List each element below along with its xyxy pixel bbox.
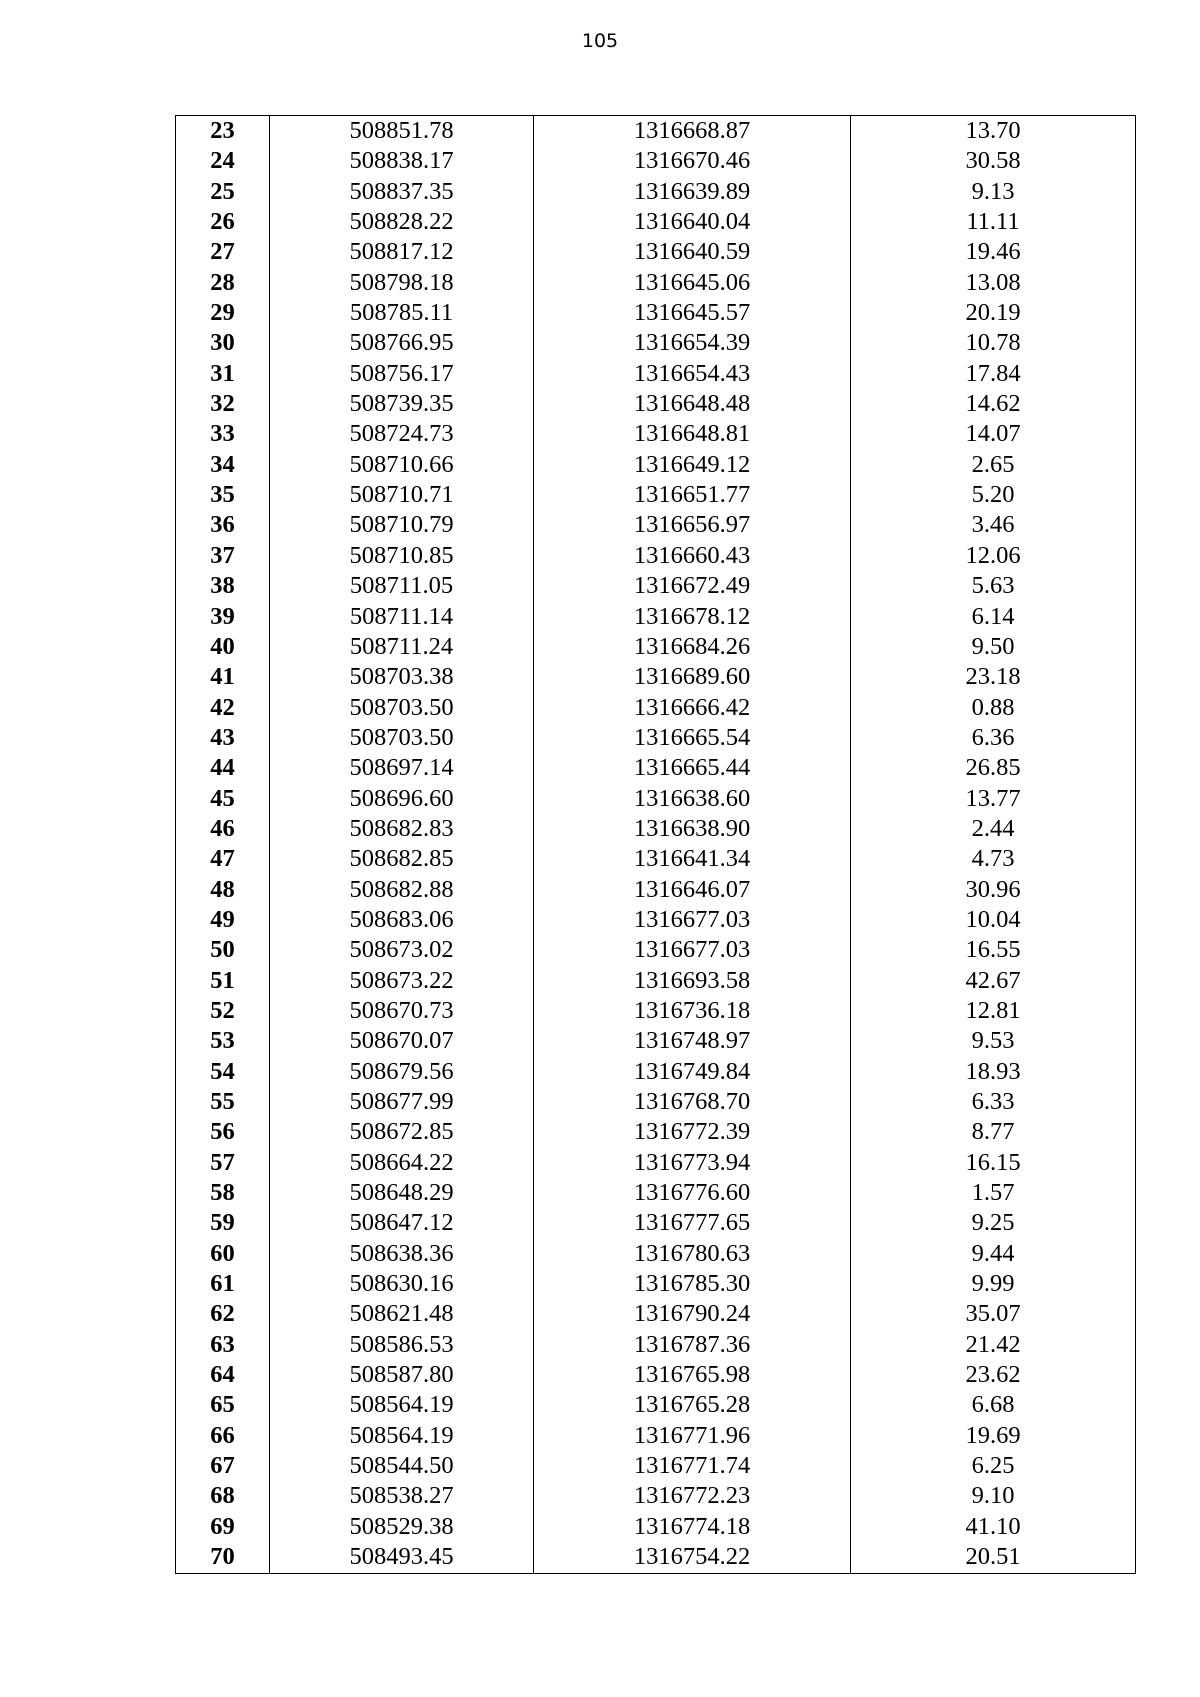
point-number-cell: 69 <box>176 1512 270 1542</box>
y-coordinate-cell: 1316666.42 <box>534 693 851 723</box>
point-number-cell: 31 <box>176 359 270 389</box>
distance-cell: 17.84 <box>851 359 1136 389</box>
x-coordinate-cell: 508756.17 <box>270 359 534 389</box>
distance-cell: 19.69 <box>851 1421 1136 1451</box>
distance-cell: 9.13 <box>851 177 1136 207</box>
point-number-cell: 46 <box>176 814 270 844</box>
x-coordinate-cell: 508724.73 <box>270 419 534 449</box>
table-row <box>176 1087 1136 1117</box>
distance-cell: 13.77 <box>851 784 1136 814</box>
table-row <box>176 450 1136 480</box>
point-number-cell: 70 <box>176 1542 270 1573</box>
point-number-cell: 62 <box>176 1299 270 1329</box>
distance-cell: 13.08 <box>851 268 1136 298</box>
point-number-cell: 23 <box>176 116 270 147</box>
table-row <box>176 1178 1136 1208</box>
distance-cell: 23.18 <box>851 662 1136 692</box>
y-coordinate-cell: 1316648.81 <box>534 419 851 449</box>
y-coordinate-cell: 1316639.89 <box>534 177 851 207</box>
x-coordinate-cell: 508711.24 <box>270 632 534 662</box>
distance-cell: 12.06 <box>851 541 1136 571</box>
y-coordinate-cell: 1316765.28 <box>534 1390 851 1420</box>
table-row <box>176 177 1136 207</box>
point-number-cell: 39 <box>176 602 270 632</box>
distance-cell: 14.07 <box>851 419 1136 449</box>
table-row <box>176 1269 1136 1299</box>
distance-cell: 9.10 <box>851 1481 1136 1511</box>
y-coordinate-cell: 1316668.87 <box>534 116 851 147</box>
point-number-cell: 53 <box>176 1026 270 1056</box>
point-number-cell: 65 <box>176 1390 270 1420</box>
point-number-cell: 49 <box>176 905 270 935</box>
table-row <box>176 905 1136 935</box>
distance-cell: 16.55 <box>851 935 1136 965</box>
point-number-cell: 41 <box>176 662 270 692</box>
y-coordinate-cell: 1316677.03 <box>534 905 851 935</box>
page-number: 105 <box>581 30 619 52</box>
x-coordinate-cell: 508493.45 <box>270 1542 534 1573</box>
x-coordinate-cell: 508648.29 <box>270 1178 534 1208</box>
x-coordinate-cell: 508703.50 <box>270 723 534 753</box>
table-row <box>176 753 1136 783</box>
x-coordinate-cell: 508710.79 <box>270 510 534 540</box>
distance-cell: 9.25 <box>851 1208 1136 1238</box>
y-coordinate-cell: 1316777.65 <box>534 1208 851 1238</box>
point-number-cell: 51 <box>176 966 270 996</box>
x-coordinate-cell: 508638.36 <box>270 1239 534 1269</box>
y-coordinate-cell: 1316771.74 <box>534 1451 851 1481</box>
point-number-cell: 60 <box>176 1239 270 1269</box>
x-coordinate-cell: 508851.78 <box>270 116 534 147</box>
table-row <box>176 966 1136 996</box>
table-row <box>176 510 1136 540</box>
distance-cell: 19.46 <box>851 237 1136 267</box>
table-row <box>176 1451 1136 1481</box>
table-row <box>176 602 1136 632</box>
y-coordinate-cell: 1316749.84 <box>534 1057 851 1087</box>
point-number-cell: 45 <box>176 784 270 814</box>
x-coordinate-cell: 508544.50 <box>270 1451 534 1481</box>
distance-cell: 0.88 <box>851 693 1136 723</box>
x-coordinate-cell: 508677.99 <box>270 1087 534 1117</box>
point-number-cell: 35 <box>176 480 270 510</box>
table-row <box>176 1208 1136 1238</box>
point-number-cell: 52 <box>176 996 270 1026</box>
table-row <box>176 146 1136 176</box>
x-coordinate-cell: 508679.56 <box>270 1057 534 1087</box>
y-coordinate-cell: 1316651.77 <box>534 480 851 510</box>
x-coordinate-cell: 508670.07 <box>270 1026 534 1056</box>
y-coordinate-cell: 1316689.60 <box>534 662 851 692</box>
table-row <box>176 480 1136 510</box>
point-number-cell: 43 <box>176 723 270 753</box>
distance-cell: 1.57 <box>851 1178 1136 1208</box>
distance-cell: 6.33 <box>851 1087 1136 1117</box>
distance-cell: 20.19 <box>851 298 1136 328</box>
y-coordinate-cell: 1316768.70 <box>534 1087 851 1117</box>
y-coordinate-cell: 1316640.04 <box>534 207 851 237</box>
point-number-cell: 36 <box>176 510 270 540</box>
point-number-cell: 68 <box>176 1481 270 1511</box>
table-row <box>176 723 1136 753</box>
table-row <box>176 693 1136 723</box>
x-coordinate-cell: 508664.22 <box>270 1148 534 1178</box>
x-coordinate-cell: 508817.12 <box>270 237 534 267</box>
distance-cell: 9.53 <box>851 1026 1136 1056</box>
distance-cell: 26.85 <box>851 753 1136 783</box>
point-number-cell: 42 <box>176 693 270 723</box>
point-number-cell: 61 <box>176 1269 270 1299</box>
y-coordinate-cell: 1316665.44 <box>534 753 851 783</box>
table-row <box>176 632 1136 662</box>
x-coordinate-cell: 508683.06 <box>270 905 534 935</box>
distance-cell: 13.70 <box>851 116 1136 147</box>
distance-cell: 20.51 <box>851 1542 1136 1573</box>
table-row <box>176 814 1136 844</box>
y-coordinate-cell: 1316649.12 <box>534 450 851 480</box>
table-row <box>176 237 1136 267</box>
y-coordinate-cell: 1316638.60 <box>534 784 851 814</box>
x-coordinate-cell: 508710.71 <box>270 480 534 510</box>
x-coordinate-cell: 508673.22 <box>270 966 534 996</box>
x-coordinate-cell: 508587.80 <box>270 1360 534 1390</box>
y-coordinate-cell: 1316672.49 <box>534 571 851 601</box>
x-coordinate-cell: 508682.85 <box>270 844 534 874</box>
x-coordinate-cell: 508838.17 <box>270 146 534 176</box>
x-coordinate-cell: 508703.50 <box>270 693 534 723</box>
y-coordinate-cell: 1316638.90 <box>534 814 851 844</box>
distance-cell: 2.65 <box>851 450 1136 480</box>
point-number-cell: 56 <box>176 1117 270 1147</box>
x-coordinate-cell: 508673.02 <box>270 935 534 965</box>
y-coordinate-cell: 1316684.26 <box>534 632 851 662</box>
distance-cell: 18.93 <box>851 1057 1136 1087</box>
x-coordinate-cell: 508711.05 <box>270 571 534 601</box>
table-row <box>176 875 1136 905</box>
distance-cell: 30.58 <box>851 146 1136 176</box>
point-number-cell: 30 <box>176 328 270 358</box>
y-coordinate-cell: 1316665.54 <box>534 723 851 753</box>
table-row <box>176 662 1136 692</box>
y-coordinate-cell: 1316645.57 <box>534 298 851 328</box>
x-coordinate-cell: 508564.19 <box>270 1390 534 1420</box>
distance-cell: 3.46 <box>851 510 1136 540</box>
point-number-cell: 47 <box>176 844 270 874</box>
y-coordinate-cell: 1316785.30 <box>534 1269 851 1299</box>
y-coordinate-cell: 1316646.07 <box>534 875 851 905</box>
distance-cell: 11.11 <box>851 207 1136 237</box>
table-row <box>176 1481 1136 1511</box>
y-coordinate-cell: 1316748.97 <box>534 1026 851 1056</box>
x-coordinate-cell: 508682.88 <box>270 875 534 905</box>
table-row <box>176 571 1136 601</box>
point-number-cell: 64 <box>176 1360 270 1390</box>
x-coordinate-cell: 508798.18 <box>270 268 534 298</box>
table-row <box>176 1360 1136 1390</box>
x-coordinate-cell: 508837.35 <box>270 177 534 207</box>
x-coordinate-cell: 508711.14 <box>270 602 534 632</box>
point-number-cell: 44 <box>176 753 270 783</box>
table-row <box>176 1330 1136 1360</box>
distance-cell: 5.63 <box>851 571 1136 601</box>
table-row <box>176 1117 1136 1147</box>
distance-cell: 10.04 <box>851 905 1136 935</box>
distance-cell: 2.44 <box>851 814 1136 844</box>
x-coordinate-cell: 508586.53 <box>270 1330 534 1360</box>
distance-cell: 9.99 <box>851 1269 1136 1299</box>
x-coordinate-cell: 508682.83 <box>270 814 534 844</box>
point-number-cell: 28 <box>176 268 270 298</box>
table-row <box>176 1299 1136 1329</box>
point-number-cell: 59 <box>176 1208 270 1238</box>
distance-cell: 10.78 <box>851 328 1136 358</box>
table-row <box>176 207 1136 237</box>
y-coordinate-cell: 1316765.98 <box>534 1360 851 1390</box>
y-coordinate-cell: 1316790.24 <box>534 1299 851 1329</box>
point-number-cell: 27 <box>176 237 270 267</box>
x-coordinate-cell: 508647.12 <box>270 1208 534 1238</box>
y-coordinate-cell: 1316787.36 <box>534 1330 851 1360</box>
y-coordinate-cell: 1316693.58 <box>534 966 851 996</box>
y-coordinate-cell: 1316677.03 <box>534 935 851 965</box>
distance-cell: 21.42 <box>851 1330 1136 1360</box>
table-row <box>176 268 1136 298</box>
table-row <box>176 419 1136 449</box>
point-number-cell: 55 <box>176 1087 270 1117</box>
y-coordinate-cell: 1316656.97 <box>534 510 851 540</box>
y-coordinate-cell: 1316645.06 <box>534 268 851 298</box>
table-row <box>176 1542 1136 1573</box>
distance-cell: 16.15 <box>851 1148 1136 1178</box>
table-row <box>176 116 1136 147</box>
table-row <box>176 1148 1136 1178</box>
point-number-cell: 38 <box>176 571 270 601</box>
point-number-cell: 66 <box>176 1421 270 1451</box>
x-coordinate-cell: 508670.73 <box>270 996 534 1026</box>
distance-cell: 41.10 <box>851 1512 1136 1542</box>
y-coordinate-cell: 1316780.63 <box>534 1239 851 1269</box>
table-row <box>176 1057 1136 1087</box>
x-coordinate-cell: 508710.85 <box>270 541 534 571</box>
x-coordinate-cell: 508710.66 <box>270 450 534 480</box>
distance-cell: 42.67 <box>851 966 1136 996</box>
table-row <box>176 1421 1136 1451</box>
y-coordinate-cell: 1316736.18 <box>534 996 851 1026</box>
x-coordinate-cell: 508621.48 <box>270 1299 534 1329</box>
distance-cell: 35.07 <box>851 1299 1136 1329</box>
y-coordinate-cell: 1316641.34 <box>534 844 851 874</box>
table-row <box>176 1239 1136 1269</box>
distance-cell: 9.44 <box>851 1239 1136 1269</box>
y-coordinate-cell: 1316648.48 <box>534 389 851 419</box>
coordinates-table <box>175 115 1136 1574</box>
distance-cell: 23.62 <box>851 1360 1136 1390</box>
y-coordinate-cell: 1316772.39 <box>534 1117 851 1147</box>
x-coordinate-cell: 508785.11 <box>270 298 534 328</box>
y-coordinate-cell: 1316640.59 <box>534 237 851 267</box>
y-coordinate-cell: 1316670.46 <box>534 146 851 176</box>
table-row <box>176 844 1136 874</box>
x-coordinate-cell: 508703.38 <box>270 662 534 692</box>
point-number-cell: 26 <box>176 207 270 237</box>
x-coordinate-cell: 508766.95 <box>270 328 534 358</box>
y-coordinate-cell: 1316772.23 <box>534 1481 851 1511</box>
point-number-cell: 48 <box>176 875 270 905</box>
distance-cell: 5.20 <box>851 480 1136 510</box>
distance-cell: 6.36 <box>851 723 1136 753</box>
point-number-cell: 63 <box>176 1330 270 1360</box>
coordinates-table-body <box>176 116 1136 1574</box>
y-coordinate-cell: 1316678.12 <box>534 602 851 632</box>
table-row <box>176 389 1136 419</box>
point-number-cell: 25 <box>176 177 270 207</box>
distance-cell: 6.68 <box>851 1390 1136 1420</box>
y-coordinate-cell: 1316776.60 <box>534 1178 851 1208</box>
table-row <box>176 996 1136 1026</box>
x-coordinate-cell: 508696.60 <box>270 784 534 814</box>
point-number-cell: 57 <box>176 1148 270 1178</box>
table-row <box>176 1026 1136 1056</box>
distance-cell: 6.25 <box>851 1451 1136 1481</box>
point-number-cell: 67 <box>176 1451 270 1481</box>
distance-cell: 9.50 <box>851 632 1136 662</box>
distance-cell: 4.73 <box>851 844 1136 874</box>
point-number-cell: 37 <box>176 541 270 571</box>
table-row <box>176 1390 1136 1420</box>
table-row <box>176 541 1136 571</box>
y-coordinate-cell: 1316771.96 <box>534 1421 851 1451</box>
point-number-cell: 34 <box>176 450 270 480</box>
y-coordinate-cell: 1316754.22 <box>534 1542 851 1573</box>
x-coordinate-cell: 508828.22 <box>270 207 534 237</box>
x-coordinate-cell: 508697.14 <box>270 753 534 783</box>
point-number-cell: 40 <box>176 632 270 662</box>
y-coordinate-cell: 1316660.43 <box>534 541 851 571</box>
point-number-cell: 32 <box>176 389 270 419</box>
distance-cell: 6.14 <box>851 602 1136 632</box>
distance-cell: 12.81 <box>851 996 1136 1026</box>
table-row <box>176 784 1136 814</box>
x-coordinate-cell: 508630.16 <box>270 1269 534 1299</box>
point-number-cell: 33 <box>176 419 270 449</box>
distance-cell: 14.62 <box>851 389 1136 419</box>
distance-cell: 30.96 <box>851 875 1136 905</box>
point-number-cell: 54 <box>176 1057 270 1087</box>
y-coordinate-cell: 1316654.43 <box>534 359 851 389</box>
table-row <box>176 298 1136 328</box>
table-row <box>176 359 1136 389</box>
table-row <box>176 1512 1136 1542</box>
y-coordinate-cell: 1316654.39 <box>534 328 851 358</box>
x-coordinate-cell: 508538.27 <box>270 1481 534 1511</box>
point-number-cell: 50 <box>176 935 270 965</box>
y-coordinate-cell: 1316774.18 <box>534 1512 851 1542</box>
x-coordinate-cell: 508564.19 <box>270 1421 534 1451</box>
x-coordinate-cell: 508739.35 <box>270 389 534 419</box>
x-coordinate-cell: 508672.85 <box>270 1117 534 1147</box>
point-number-cell: 29 <box>176 298 270 328</box>
y-coordinate-cell: 1316773.94 <box>534 1148 851 1178</box>
table-row <box>176 935 1136 965</box>
point-number-cell: 58 <box>176 1178 270 1208</box>
distance-cell: 8.77 <box>851 1117 1136 1147</box>
point-number-cell: 24 <box>176 146 270 176</box>
table-row <box>176 328 1136 358</box>
x-coordinate-cell: 508529.38 <box>270 1512 534 1542</box>
